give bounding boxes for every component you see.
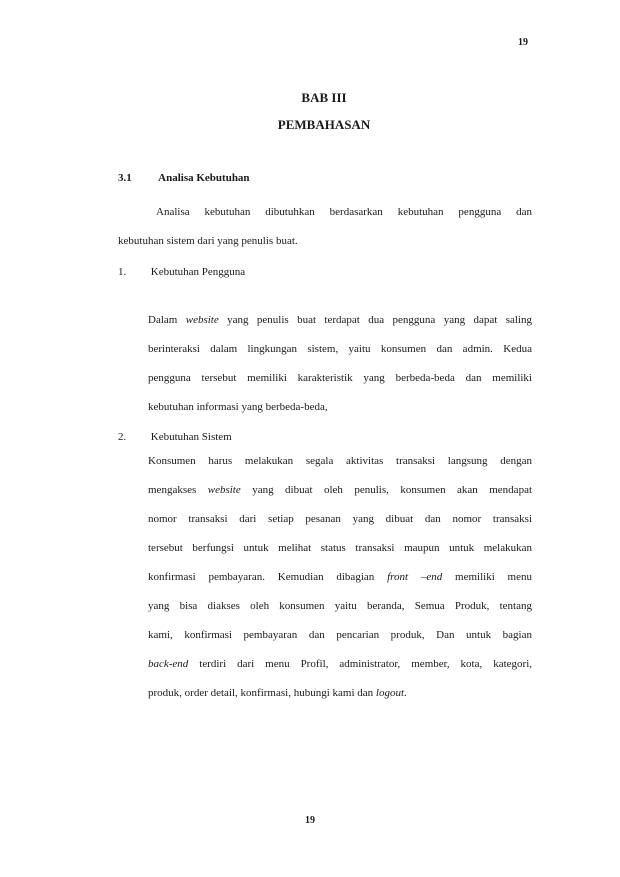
paragraph-line: mengakses website yang dibuat oleh penulis, konsumen akan mendapat	[148, 484, 533, 496]
italic-term: website	[207, 484, 241, 496]
paragraph-line: kebutuhan informasi yang berbeda-beda,	[148, 401, 328, 413]
page-number-top: 19	[518, 37, 528, 48]
list-item-title: Kebutuhan Pengguna	[150, 266, 246, 278]
italic-term: front –end	[387, 571, 443, 583]
paragraph-line: kami, konfirmasi pembayaran dan pencarian produk, Dan untuk bagian	[148, 629, 532, 641]
italic-term: website	[185, 314, 219, 326]
intro-line: Analisa kebutuhan dibutuhkan berdasarkan kebutuhan pengguna dan	[156, 206, 532, 218]
intro-line: kebutuhan sistem dari yang penulis buat.	[118, 235, 298, 247]
paragraph-line: back-end terdiri dari menu Profil, administrator, member, kota, kategori,	[148, 658, 532, 670]
intro-paragraph	[118, 198, 532, 256]
italic-term: logout	[375, 687, 405, 699]
list-item-number: 2.	[118, 431, 127, 443]
page-number-bottom: 19	[305, 815, 315, 826]
paragraph-line: tersebut berfungsi untuk melihat status transaksi maupun untuk melakukan	[148, 542, 532, 554]
list-item-number: 1.	[118, 266, 127, 278]
paragraph-line: Dalam website yang penulis buat terdapat dua pengguna yang dapat saling	[148, 314, 532, 326]
chapter-number: BAB III	[301, 90, 347, 105]
paragraph-line: Konsumen harus melakukan segala aktivitas transaksi langsung dengan	[148, 455, 532, 467]
paragraph-line: pengguna tersebut memiliki karakteristik yang berbeda-beda dan memiliki	[148, 372, 532, 384]
paragraph-line: berinteraksi dalam lingkungan sistem, yaitu konsumen dan admin. Kedua	[148, 343, 532, 355]
list-item-heading	[118, 266, 245, 278]
chapter-title: PEMBAHASAN	[277, 117, 371, 132]
paragraph-line: nomor transaksi dari setiap pesanan yang dibuat dan nomor transaksi	[148, 513, 532, 525]
item-1-paragraph	[148, 306, 532, 422]
section-heading	[118, 172, 250, 184]
paragraph-line: konfirmasi pembayaran. Kemudian dibagian front –end memiliki menu	[148, 571, 532, 583]
italic-term: back-end	[148, 658, 189, 670]
list-item-heading	[118, 431, 232, 443]
section-number: 3.1	[118, 172, 132, 184]
list-item-title: Kebutuhan Sistem	[150, 431, 232, 443]
paragraph-line: produk, order detail, konfirmasi, hubungi kami dan logout.	[148, 687, 407, 699]
paragraph-line: yang bisa diakses oleh konsumen yaitu beranda, Semua Produk, tentang	[148, 600, 532, 612]
section-title: Analisa Kebutuhan	[158, 172, 250, 184]
item-2-paragraph	[148, 447, 532, 708]
